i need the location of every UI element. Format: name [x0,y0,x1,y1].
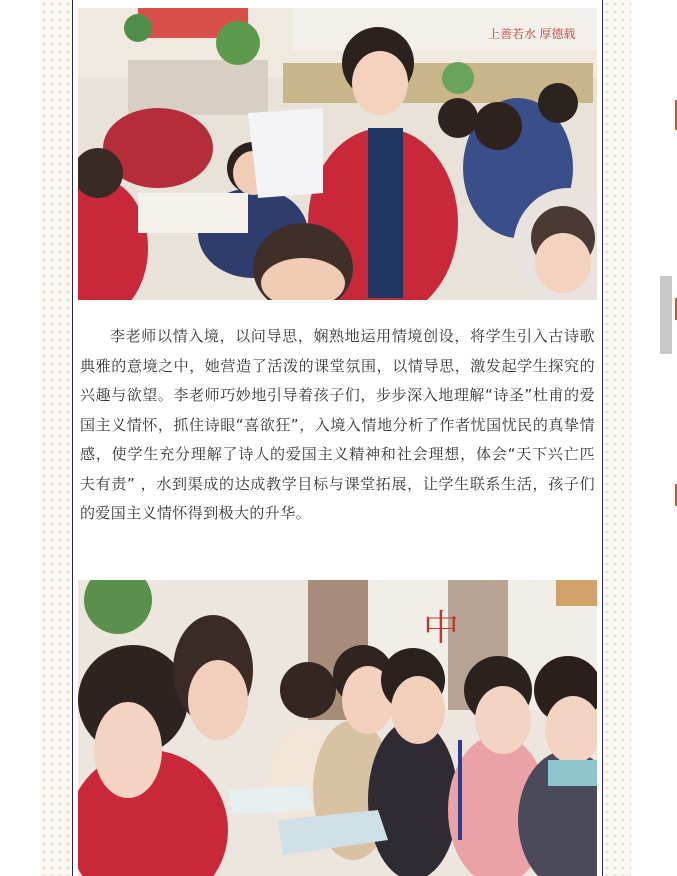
decorative-border-right [603,0,631,876]
classroom-photo-student-reading [78,8,597,300]
scrollbar-track[interactable] [657,0,677,876]
classroom-banner-text: 上善若水 厚德载 [488,27,576,41]
classroom-photo-teachers-observing [78,580,597,876]
article-paragraph: 李老师以情入境，以问导思，娴熟地运用情境创设，将学生引入古诗歌典雅的意境之中，她营造了活泼的课堂氛围，以情导思，激发起学生探究的兴趣与欲望。李老师巧妙地引导着孩子们，步步深入地理解“诗圣”杜甫的爱国主义情怀，抓住诗眼“喜欲狂”，入境入情地分析了作者忧国忧民的真挚情感，使学生充分理解了诗人的爱国主义精神和社会理想，体会“天下兴亡匹夫有责” ，水到渠成的达成教学目标与课堂拓展，让学生联系生活，孩子们的爱国主义情怀得到极大的升华。 [80,327,595,522]
decorative-border-left [40,0,72,876]
wall-calligraphy: 中 [423,608,460,649]
scrollbar-thumb[interactable] [660,276,672,354]
